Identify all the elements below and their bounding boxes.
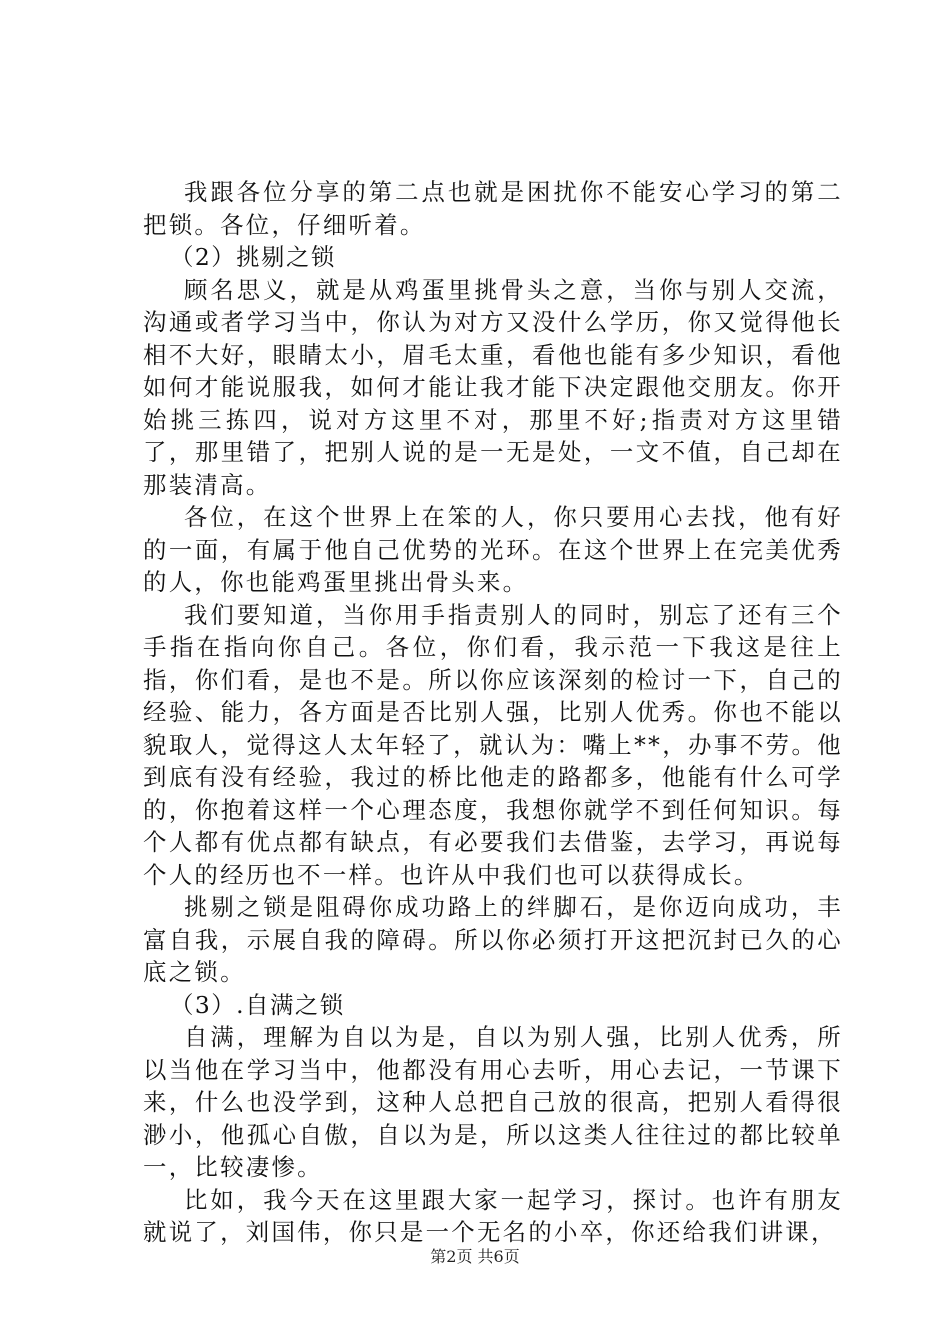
paragraph: 我们要知道，当你用手指责别人的同时，别忘了还有三个手指在指向你自己。各位，你们看，我示范一下我这是往上指，你们看，是也不是。所以你应该深刻的检讨一下，自己的经验、能力，各方面是否比别人强，比别人优秀。你也不能以貌取人，觉得这人太年轻了，就认为：嘴上**，办事不劳。他到底有没有经验，我过的桥比他走的路都多，他能有什么可学的，你抱着这样一个心理态度，我想你就学不到任何知识。每个人都有优点都有缺点，有必要我们去借鉴，去学习，再说每个人的经历也不一样。也许从中我们也可以获得成长。 bbox=[143, 600, 843, 889]
paragraph: 比如，我今天在这里跟大家一起学习，探讨。也许有朋友就说了，刘国伟，你只是一个无名的小卒，你还给我们讲课， bbox=[143, 1185, 843, 1246]
section-heading: （2）挑剔之锁 bbox=[170, 243, 336, 271]
section-heading: （3）.自满之锁 bbox=[170, 990, 345, 1019]
paragraph: 各位，在这个世界上在笨的人，你只要用心去找，他有好的一面，有属于他自己优势的光环。在这个世界上在完美优秀的人，你也能鸡蛋里挑出骨头来。 bbox=[143, 503, 843, 596]
paragraph: 顾名思义，就是从鸡蛋里挑骨头之意，当你与别人交流，沟通或者学习当中，你认为对方又没什么学历，你又觉得他长相不大好，眼睛太小，眉毛太重，看他也能有多少知识，看他如何才能说服我，如何才能让我才能下决定跟他交朋友。你开始挑三拣四，说对方这里不对，那里不好;指责对方这里错了，那里错了，把别人说的是一无是处，一文不值，自己却在那装清高。 bbox=[143, 275, 843, 499]
page-number-footer: 第2页 共6页 bbox=[430, 1247, 520, 1266]
paragraph: 自满，理解为自以为是，自以为别人强，比别人优秀，所以当他在学习当中，他都没有用心去听，用心去记，一节课下来，什么也没学到，这种人总把自己放的很高，把别人看得很渺小，他孤心自傲，自以为是，所以这类人往往过的都比较单一，比较凄惨。 bbox=[143, 1023, 843, 1181]
paragraph: 挑剔之锁是阻碍你成功路上的绊脚石，是你迈向成功，丰富自我，示展自我的障碍。所以你必须打开这把沉封已久的心底之锁。 bbox=[143, 893, 843, 986]
document-body bbox=[143, 176, 843, 1249]
paragraph: 我跟各位分享的第二点也就是困扰你不能安心学习的第二把锁。各位，仔细听着。 bbox=[143, 178, 843, 239]
